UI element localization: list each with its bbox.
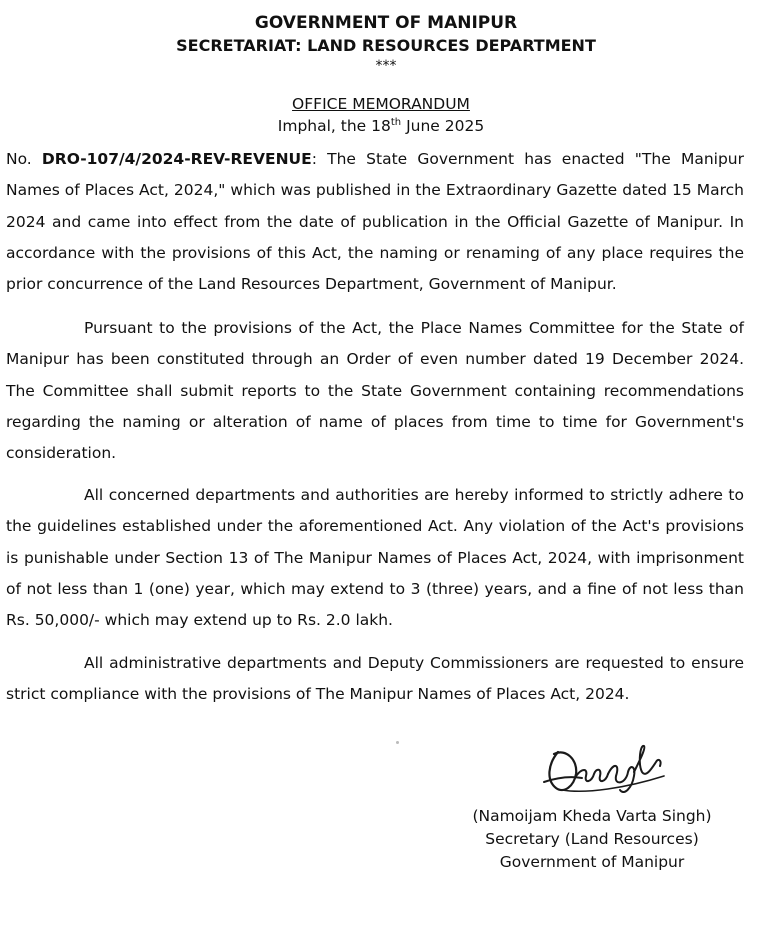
reference-prefix: No. xyxy=(6,150,42,168)
paragraph-1 xyxy=(6,144,744,300)
memo-title xyxy=(0,94,762,114)
signatory-designation: Secretary (Land Resources) xyxy=(485,830,699,848)
memo-date-suffix: June 2025 xyxy=(401,117,485,135)
reference-number: DRO-107/4/2024-REV-REVENUE xyxy=(41,150,312,168)
signatory-name: (Namoijam Kheda Varta Singh) xyxy=(472,807,712,825)
memo-title-text: OFFICE MEMORANDUM xyxy=(292,95,470,113)
scan-speck xyxy=(396,741,399,744)
signatory-block xyxy=(432,805,752,874)
header-government: GOVERNMENT OF MANIPUR xyxy=(254,13,518,33)
signatory-office: Government of Manipur xyxy=(499,853,685,871)
header-stars: *** xyxy=(375,58,397,74)
paragraph-3: All concerned departments and authorities are hereby informed to strictly adhere to the guidelines established under the aforementioned Act. Any violation of the Act's provisions is punishable under Section 13 of The Manipur Names of Places Act, 2024, with imprisonment of not less than 1 (one) year, which may extend to 3 (three) years, and a fine of not less than Rs. 50,000/- which may extend up to Rs. 2.0 lakh. xyxy=(6,486,744,630)
paragraph-1-text: : The State Government has enacted "The Manipur Names of Places Act, 2024," which was published in the Extraordinary Gazette dated 15 March 2024 and came into effect from the date of publication in the Official Gazette of Manipur. In accordance with the provisions of this Act, the naming or renaming of any place requires the prior concurrence of the Land Resources Department, Government of Manipur. xyxy=(6,150,744,294)
signature xyxy=(536,738,686,798)
header-department: SECRETARIAT: LAND RESOURCES DEPARTMENT xyxy=(176,36,596,55)
memo-date xyxy=(0,116,762,136)
paragraph-2: Pursuant to the provisions of the Act, the Place Names Committee for the State of Manipur has been constituted through an Order of even number dated 19 December 2024. The Committee shall submit reports to the State Government containing recommendations regarding the naming or alteration of name of places from time to time for Government's consideration. xyxy=(6,319,744,463)
memo-date-sup: th xyxy=(390,117,402,128)
memo-date-prefix: Imphal, the 18 xyxy=(277,117,391,135)
paragraph-4: All administrative departments and Deputy Commissioners are requested to ensure strict compliance with the provisions of The Manipur Names of Places Act, 2024. xyxy=(6,654,744,704)
